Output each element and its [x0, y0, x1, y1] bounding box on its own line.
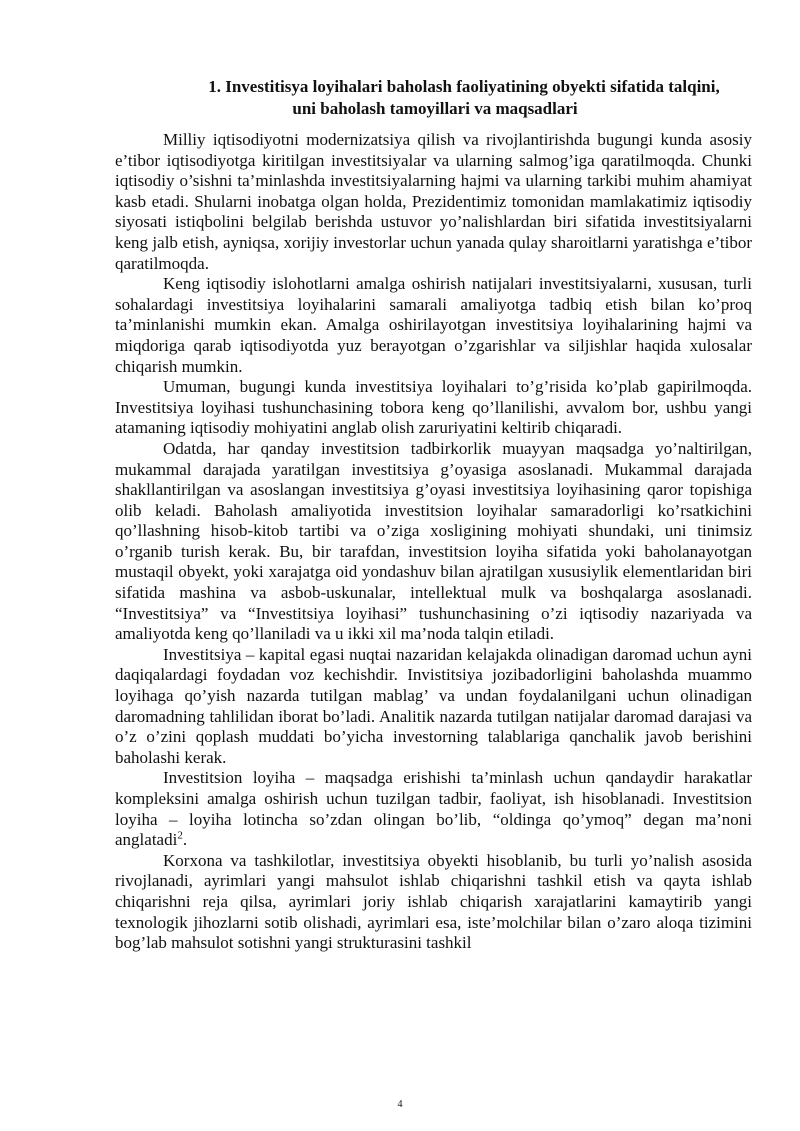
- paragraph-7: Korxona va tashkilotlar, investitsiya obyekti hisoblanib, bu turli yo’nalish asosida rivojlanadi, ayrimlari yangi mahsulot ishlab chiqarishni tashkil etish va qayta ishlab chiqarishni reja qilsa, ayrimlari joriy ishlab chiqarish xarajatlarini kamaytirib yangi texnologik jihozlarni sotib olishadi, ayrimlari esa, iste’molchilar bilan o’zaro aloqa tizimini bog’lab mahsulot sotishni yangi strukturasini tashkil: [115, 850, 752, 953]
- paragraph-5: Investitsiya – kapital egasi nuqtai nazaridan kelajakda olinadigan daromad uchun ayni daqiqalardagi foydadan voz kechishdir. Invistitsiya jozibadorligini baholashda muammo loyihaga qo’yish nazarda tutilgan mablag’ va undan foydalanilgani uchun olinadigan daromadning tahlilidan iborat bo’ladi. Analitik nazarda tutilgan natijalar daromad darajasi va o’z o’zini qoplash muddati bo’yicha investorning talablariga qanchalik javob berishini baholashi kerak.: [115, 644, 752, 767]
- paragraph-6: [115, 768, 752, 850]
- section-title-line-1: 1. Investitisya loyihalari baholash faoliyatining obyekti sifatida talqini,: [208, 77, 720, 96]
- page-number: 4: [397, 1099, 403, 1110]
- footnote-reference[interactable]: 2: [177, 829, 183, 842]
- paragraph-2: Keng iqtisodiy islohotlarni amalga oshirish natijalari investitsiyalarni, xususan, turli sohalardagi investitsiya loyihalarini samarali amaliyotga tadbiq etish bilan ko’proq ta’minlanishi mumkin ekan. Amalga oshirilayotgan investitsiya loyihalarining hajmi va miqdoriga qarab iqtisodiyotda yuz berayotgan o’zgarishlar va siljishlar haqida xulosalar chiqarish mumkin.: [115, 274, 752, 376]
- paragraph-1: Milliy iqtisodiyotni modernizatsiya qilish va rivojlantirishda bugungi kunda asosiy e’tibor iqtisodiyotga kiritilgan investitsiyalar va ularning salmog’iga qaratilmoqda. Chunki iqtisodiy o’sishni ta’minlashda investitsiyalarning hajmi va ularning tarkibi muhim ahamiyat kasb etadi. Shularni inobatga olgan holda, Prezidentimiz tomonidan mamlakatimiz iqtisodiy siyosati istiqbolini belgilab berishda ustuvor yo’nalishlardan biri sifatida investitsiyalarni keng jalb etish, ayniqsa, xorijiy investorlar uchun yanada qulay sharoitlarni yaratishga e’tibor qaratilmoqda.: [115, 130, 752, 273]
- section-title-line-2: uni baholash tamoyillari va maqsadlari: [292, 99, 578, 118]
- paragraph-6-end: .: [182, 830, 188, 850]
- section-title: [115, 76, 755, 120]
- paragraph-3: Umuman, bugungi kunda investitsiya loyihalari to’g’risida ko’plab gapirilmoqda. Investitsiya loyihasi tushunchasining tobora keng qo’llanilishi, avvalom bor, ushbu yangi atamaning iqtisodiy mohiyatini anglab olish zaruriyatini keltirib chiqaradi.: [115, 377, 752, 438]
- body-text: [115, 130, 752, 954]
- paragraph-6-text: Investitsion loyiha – maqsadga erishishi ta’minlash uchun qandaydir harakatlar kompleksini amalga oshirish uchun tuzilgan tadbir, faoliyat, ish hisoblanadi. Investitsion loyiha – loyiha lotincha so’zdan olingan bo’lib, “oldinga qo’ymoq” degan ma’noni anglatadi: [115, 768, 752, 850]
- paragraph-4: Odatda, har qanday investitsion tadbirkorlik muayyan maqsadga yo’naltirilgan, mukammal darajada yaratilgan investitsiya g’oyasiga asoslanadi. Mukammal darajada shakllantirilgan va asoslangan investitsiya g’oyasi investitsiya loyihasining qaror topishiga olib keladi. Baholash amaliyotida investitsion loyihalar samaradorligi ko’rsatkichini qo’llashning hisob-kitob tartibi va o’ziga xosligining mohiyati shundaki, uni tinimsiz o’rganib turish kerak. Bu, bir tarafdan, investitsion loyiha sifatida yoki baholanayotgan mustaqil obyekt, yoki xarajatga oid yondashuv bilan ajratilgan xususiylik elementlaridan biri sifatida mashina va asbob-uskunalar, intellektual mulk va boshqalarga asoslanadi. “Investitsiya” va “Investitsiya loyihasi” tushunchasining o’zi iqtisodiy nazariyada va amaliyotda keng qo’llaniladi va u ikki xil ma’noda talqin etiladi.: [115, 438, 752, 644]
